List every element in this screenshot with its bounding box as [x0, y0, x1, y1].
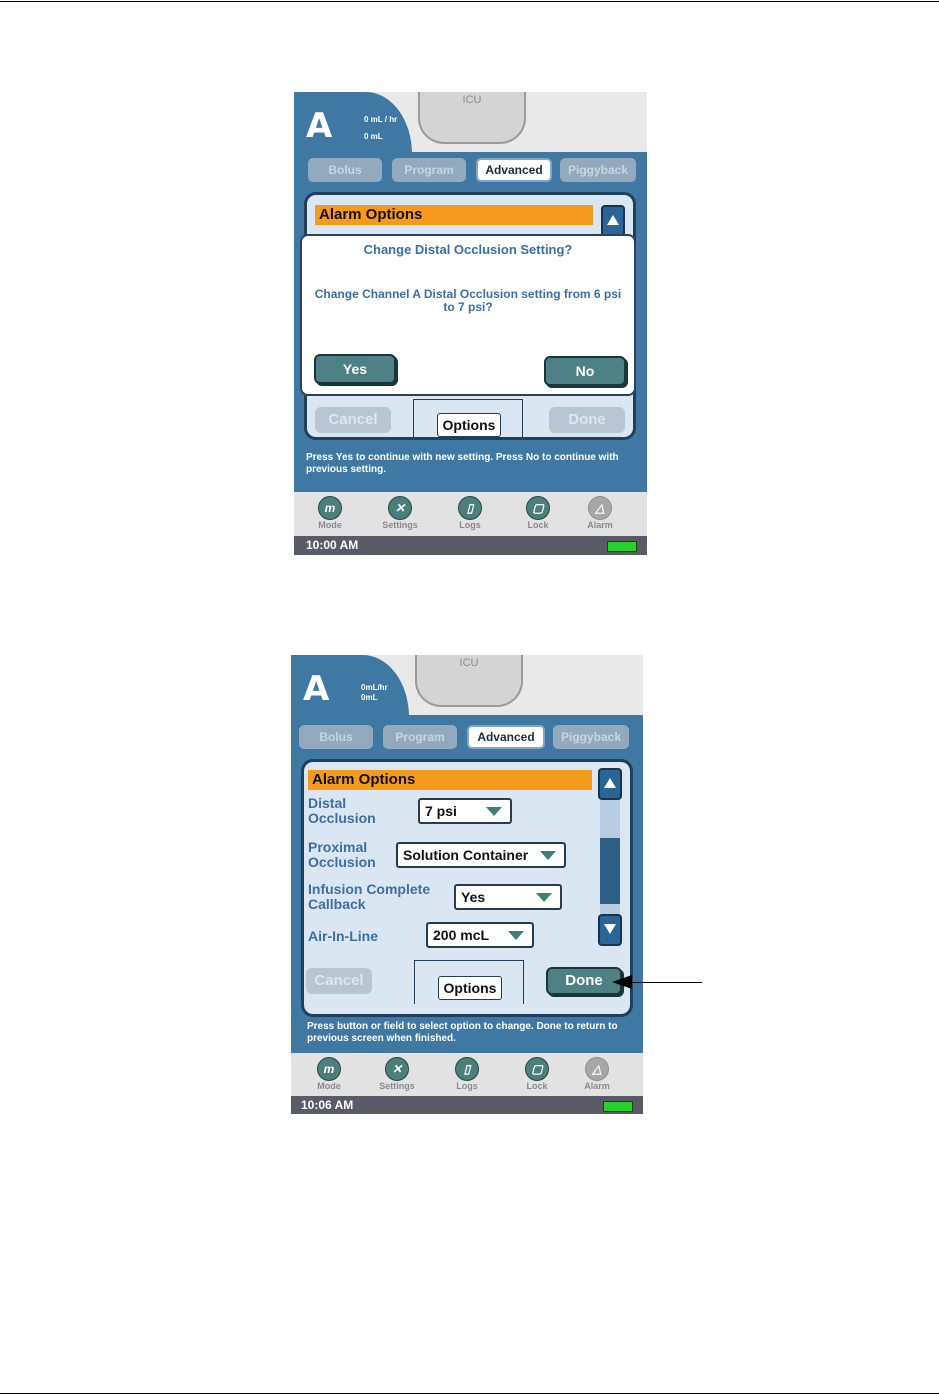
settings-label: Settings: [379, 1081, 415, 1091]
tab-piggyback[interactable]: Piggyback: [560, 158, 636, 182]
scroll-down-button[interactable]: [598, 914, 622, 946]
infusion-complete-callback-label: Infusion Complete Callback: [308, 881, 431, 912]
channel-letter: A: [306, 106, 333, 146]
callout-arrow-line: [630, 982, 702, 983]
cancel-button[interactable]: Cancel: [315, 407, 391, 433]
tab-bolus[interactable]: Bolus: [308, 158, 382, 182]
settings-button[interactable]: [367, 1057, 427, 1091]
arrow-down-icon: [604, 924, 616, 934]
battery-icon: [607, 541, 637, 552]
tab-advanced[interactable]: Advanced: [467, 725, 545, 749]
mode-icon: m: [318, 496, 342, 520]
top-page-rule: [0, 1, 939, 2]
yes-button[interactable]: Yes: [314, 354, 396, 384]
proximal-occlusion-value: Solution Container: [403, 847, 529, 863]
cancel-button[interactable]: Cancel: [306, 968, 372, 994]
logs-button[interactable]: [440, 496, 500, 530]
lock-button[interactable]: [507, 1057, 567, 1091]
lock-icon: ▢: [526, 496, 550, 520]
arrow-up-icon: [604, 778, 616, 788]
logs-label: Logs: [459, 520, 481, 530]
no-button[interactable]: No: [544, 356, 626, 386]
bottom-page-rule: [0, 1393, 939, 1394]
dialog-message: Change Channel A Distal Occlusion setting from 6 psi to 7 psi?: [314, 287, 622, 314]
mode-button[interactable]: [300, 496, 360, 530]
care-area-tab[interactable]: [418, 92, 526, 144]
scroll-track[interactable]: [600, 800, 620, 838]
rate-readout: 0 mL / hr: [364, 115, 398, 124]
air-in-line-select[interactable]: [426, 922, 534, 948]
options-button[interactable]: Options: [437, 413, 501, 437]
confirm-dialog: [300, 234, 636, 396]
panel-title: Alarm Options: [315, 205, 593, 225]
alarm-label: Alarm: [587, 520, 613, 530]
scroll-thumb[interactable]: [600, 838, 620, 904]
mode-icon: m: [317, 1057, 341, 1081]
settings-icon: ✕: [388, 496, 412, 520]
clock: 10:06 AM: [301, 1098, 354, 1112]
panel-title: Alarm Options: [308, 770, 592, 790]
done-button[interactable]: Done: [549, 407, 625, 433]
scroll-up-button[interactable]: [598, 768, 622, 800]
mode-label: Mode: [318, 520, 342, 530]
logs-icon: ▯: [458, 496, 482, 520]
pump-screen-alarm-options: [291, 655, 643, 1114]
air-in-line-label: Air-In-Line: [308, 928, 378, 944]
proximal-occlusion-label: Proximal Occlusion: [308, 839, 376, 870]
dropdown-arrow-icon: [540, 851, 556, 860]
alarm-button[interactable]: [567, 1057, 627, 1091]
tab-bolus[interactable]: Bolus: [299, 725, 373, 749]
done-button[interactable]: Done: [546, 967, 622, 995]
settings-icon: ✕: [385, 1057, 409, 1081]
status-bar: [294, 536, 647, 555]
alarm-button[interactable]: [570, 496, 630, 530]
tab-program[interactable]: Program: [383, 725, 457, 749]
infusion-complete-callback-select[interactable]: [454, 884, 562, 910]
hint-text: Press button or field to select option to change. Done to return to previous screen when finished.: [307, 1021, 618, 1044]
tab-advanced[interactable]: Advanced: [476, 158, 552, 182]
alarm-label: Alarm: [584, 1081, 610, 1091]
proximal-occlusion-select[interactable]: [396, 842, 566, 868]
infusion-complete-callback-value: Yes: [461, 889, 486, 905]
alarm-bell-icon: △: [588, 496, 612, 520]
dialog-title: Change Distal Occlusion Setting?: [363, 242, 573, 257]
care-area-label: ICU: [459, 657, 479, 669]
alarm-options-panel: [301, 759, 633, 1017]
volume-readout: 0 mL: [364, 132, 383, 141]
dropdown-arrow-icon: [536, 893, 552, 902]
care-area-label: ICU: [462, 94, 482, 106]
dropdown-arrow-icon: [508, 931, 524, 940]
bottom-toolbar: [291, 1053, 643, 1097]
lock-label: Lock: [526, 1081, 548, 1091]
distal-occlusion-select[interactable]: [418, 798, 512, 824]
channel-letter: A: [303, 669, 330, 709]
rate-readout: 0mL/hr: [361, 683, 388, 692]
status-bar: [291, 1096, 643, 1114]
battery-icon: [603, 1101, 633, 1112]
air-in-line-value: 200 mcL: [433, 927, 490, 943]
pump-screen-confirmation: [294, 92, 647, 555]
settings-button[interactable]: [370, 496, 430, 530]
logs-button[interactable]: [437, 1057, 497, 1091]
settings-label: Settings: [382, 520, 418, 530]
arrow-up-icon: [607, 215, 619, 225]
main-panel: [291, 715, 643, 1055]
scroll-up-button[interactable]: [601, 205, 625, 237]
tab-program[interactable]: Program: [392, 158, 466, 182]
dropdown-arrow-icon: [486, 807, 502, 816]
bottom-toolbar: [294, 492, 647, 536]
callout-arrowhead-icon: [612, 975, 632, 989]
lock-button[interactable]: [508, 496, 568, 530]
lock-icon: ▢: [525, 1057, 549, 1081]
mode-button[interactable]: [299, 1057, 359, 1091]
scroll-track-lower[interactable]: [600, 904, 620, 914]
lock-label: Lock: [527, 520, 549, 530]
logs-icon: ▯: [455, 1057, 479, 1081]
hint-text: Press Yes to continue with new setting. Press No to continue with previous setting.: [306, 452, 619, 475]
alarm-bell-icon: △: [585, 1057, 609, 1081]
mode-label: Mode: [317, 1081, 341, 1091]
options-button[interactable]: Options: [438, 976, 502, 1000]
distal-occlusion-value: 7 psi: [425, 803, 457, 819]
distal-occlusion-label: Distal Occlusion: [308, 795, 376, 826]
volume-readout: 0mL: [361, 693, 378, 702]
logs-label: Logs: [456, 1081, 478, 1091]
tab-piggyback[interactable]: Piggyback: [553, 725, 629, 749]
clock: 10:00 AM: [306, 538, 359, 552]
care-area-tab[interactable]: [415, 655, 523, 707]
